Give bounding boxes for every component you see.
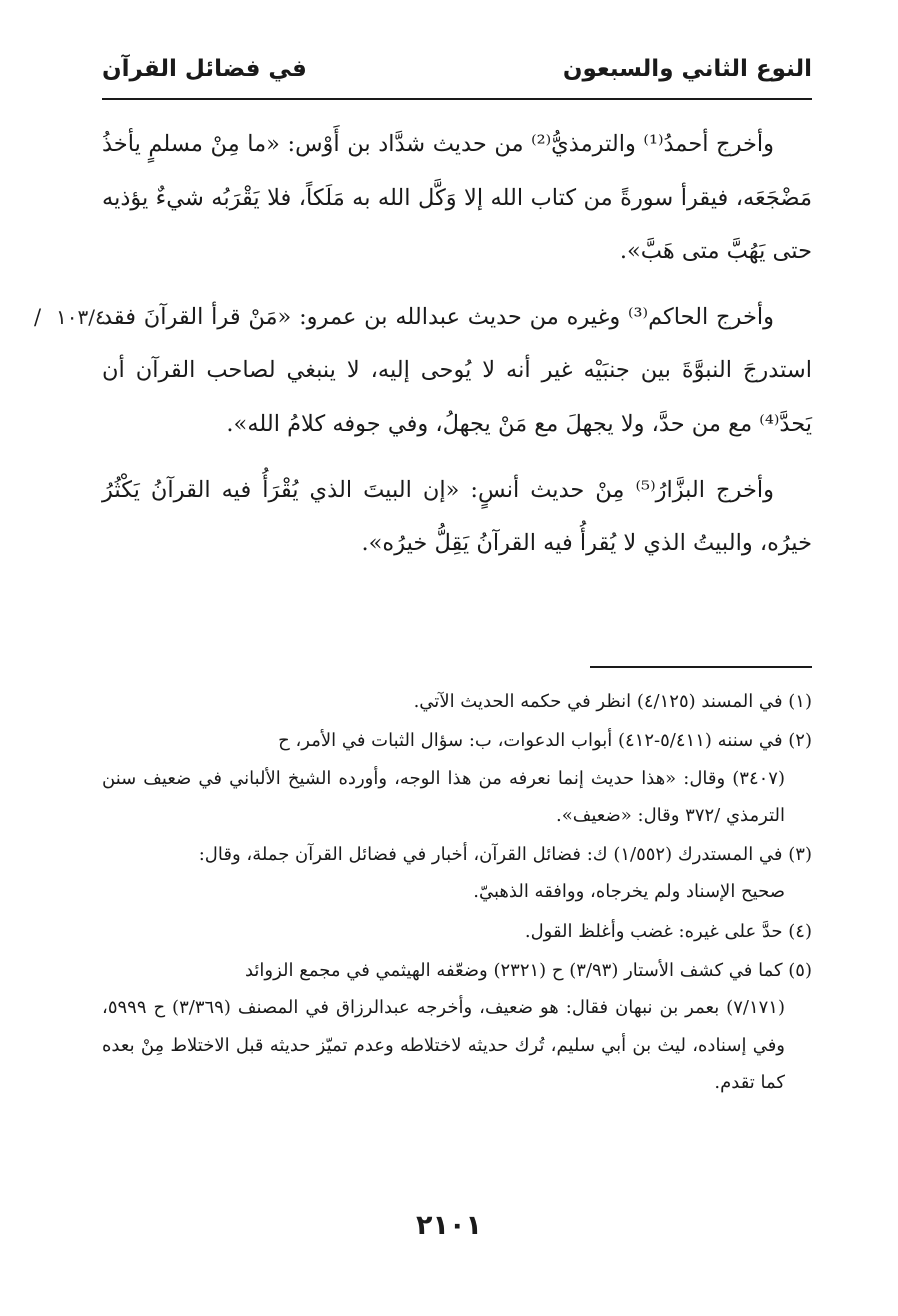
footnotes (102, 683, 812, 1103)
footnote-text: (١) في المسند (٤/١٢٥) انظر في حكمه الحديث الآتي. (413, 691, 812, 712)
page-number: ٢١٠١ (416, 1210, 482, 1241)
footnote-continuation: (٧/١٧١) بعمر بن نبهان فقال: هو ضعيف، وأخرجه عبدالرزاق في المصنف (٣/٣٦٩) ح ٥٩٩٩، وفي إسناده، ليث بن أبي سليم، تُرك حديثه لاختلاطه وعدم تميّز حديثه قبل الاختلاط مِنْ بعده كما تقدم. (102, 997, 785, 1093)
footnote-text: (٤) حدَّ على غيره: غضب وأغلظ القول. (524, 920, 812, 942)
page-header (102, 52, 812, 100)
paragraph-hakim-text: وأخرج الحاكم⁽³⁾ وغيره من حديث عبدالله بن عمرو: «مَنْ قرأ القرآنَ فقد استدرجَ النبوَّةَ بين جنبَيْه غير أنه لا يُوحى إليه، لا ينبغي لصاحب القرآن أن يَحدَّ⁽⁴⁾ مع من حدَّ، ولا يجهلَ مع مَنْ يجهلُ، وفي جوفه كلامُ الله». (102, 303, 812, 437)
footnote-continuation: صحيح الإسناد ولم يخرجاه، ووافقه الذهبيّ. (473, 881, 785, 903)
footnote-text: (٣) في المستدرك (١/٥٥٢) ك: فضائل القرآن، أخبار في فضائل القرآن جملة، وقال: (198, 844, 812, 866)
footnote-item (102, 952, 812, 1101)
paragraph-bazzar: وأخرج البزَّارُ⁽⁵⁾ مِنْ حديث أنسٍ: «إن البيتَ الذي يُقْرَأُ فيه القرآنُ يَكْثُرُ خيرُه، والبيتُ الذي لا يُقرأُ فيه القرآنُ يَقِلُّ خيرُه». (102, 476, 812, 557)
footnote-item (102, 722, 812, 834)
main-text (34, 118, 812, 583)
footnote-item (102, 913, 812, 950)
chapter-title: النوع الثاني والسبعون (562, 56, 812, 82)
footnote-text: (٥) كما في كشف الأستار (٣/٩٣) ح (٢٣٢١) وضعّفه الهيثمي في مجمع الزوائد (244, 960, 812, 982)
footnote-continuation: (٣٤٠٧) وقال: «هذا حديث إنما نعرفه من هذا الوجه، وأورده الشيخ الألباني في ضعيف سنن الترمذي /٣٧٢ وقال: «ضعيف». (102, 767, 785, 826)
volume-page-reference: ١٠٣/٤ (56, 304, 106, 329)
footnote-separator (590, 666, 812, 668)
volume-marker-slash: / (34, 304, 42, 329)
footnote-item (102, 683, 812, 720)
footnote-text: (٢) في سننه (٥/٤١١-٤١٢) أبواب الدعوات، ب: سؤال الثبات في الأمر، ح (278, 730, 812, 752)
footnote-item (102, 836, 812, 911)
book-section-title: في فضائل القرآن (102, 56, 307, 82)
paragraph-ahmad-tirmidhi: وأخرج أحمدُ⁽¹⁾ والترمذيُّ⁽²⁾ من حديث شدَّاد بن أَوْس: «ما مِنْ مسلمٍ يأخذُ مَضْجَعَه، فيقرأ سورةً من كتاب الله إلا وَكَّل الله به مَلَكاً، فلا يَقْرَبُه شيءٌ يؤذيه حتى يَهُبَّ متى هَبَّ». (102, 131, 812, 265)
paragraph-hakim (34, 291, 812, 452)
